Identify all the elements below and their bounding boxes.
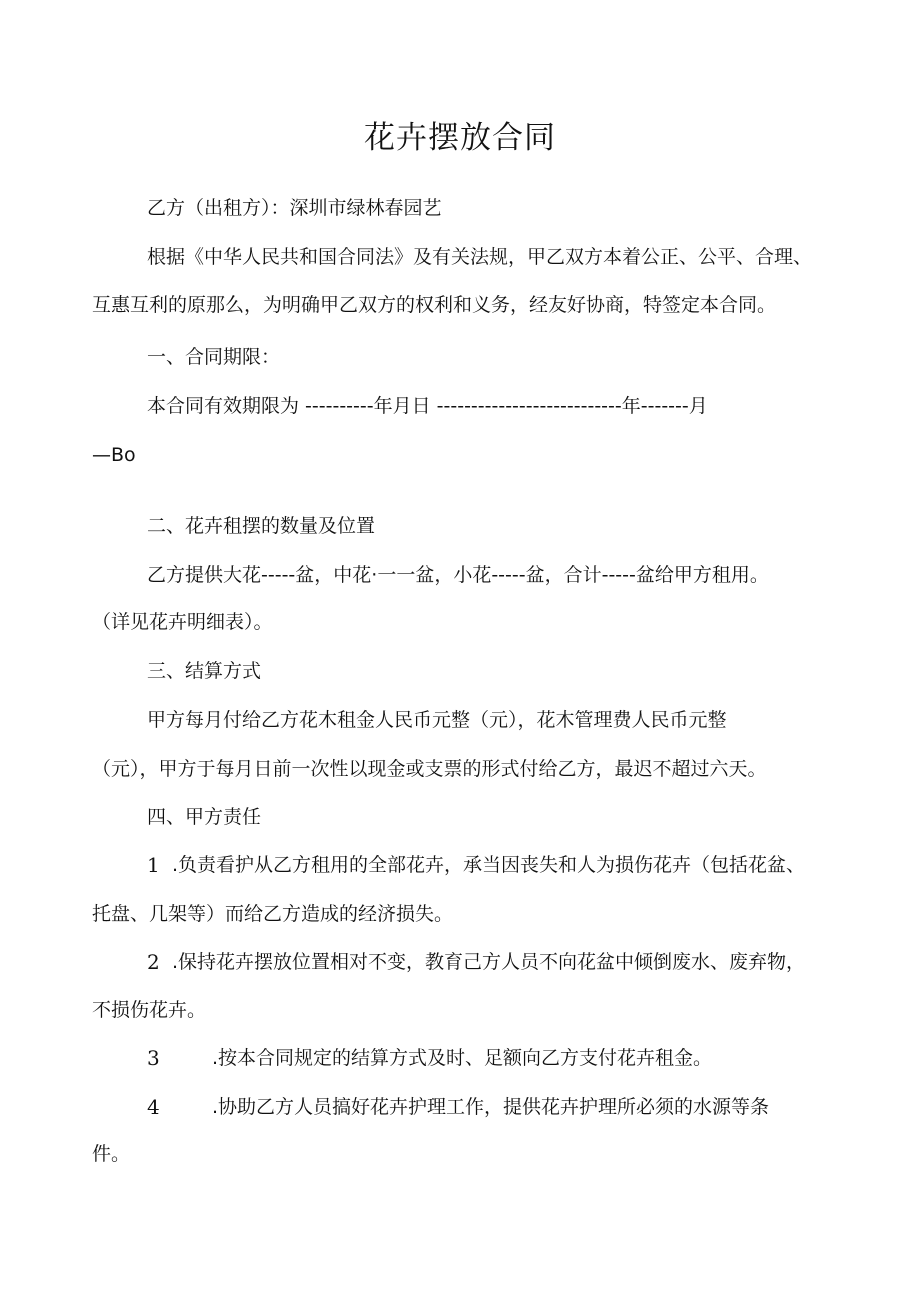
- item-2-line-1: .保持花卉摆放位置相对不变，教育己方人员不向花盆中倾倒废水、废弃物，: [172, 951, 806, 973]
- section1-line-2: —Bo: [92, 444, 136, 466]
- section3-heading: 三、结算方式: [147, 660, 262, 682]
- document-title: 花卉摆放合同: [364, 120, 556, 156]
- intro-line-2: 互惠互利的原那么，为明确甲乙双方的权利和义务，经友好协商，特签定本合同。: [92, 294, 777, 316]
- section3-line-2: （元），甲方于每月日前一次性以现金或支票的形式付给乙方，最迟不超过六天。: [92, 758, 767, 780]
- section2-line-2: （详见花卉明细表）。: [92, 611, 273, 633]
- intro-line-1: 根据《中华人民共和国合同法》及有关法规，甲乙双方本着公正、公平、合理、: [147, 246, 813, 268]
- item-2-line-2: 不损伤花卉。: [92, 999, 207, 1021]
- item-4-number: 4: [147, 1095, 160, 1119]
- item-3-number: 3: [147, 1046, 160, 1070]
- section2-heading: 二、花卉租摆的数量及位置: [147, 515, 376, 537]
- item-3-line-1: .按本合同规定的结算方式及时、足额向乙方支付花卉租金。: [212, 1047, 713, 1069]
- section4-heading: 四、甲方责任: [147, 806, 262, 828]
- section1-line-1: 本合同有效期限为 ----------年月日 ---------------------------年-------月: [147, 395, 708, 417]
- party-b-line: 乙方（出租方）：深圳市绿林春园艺: [147, 197, 442, 219]
- section2-line-1: 乙方提供大花-----盆，中花·一一盆，小花-----盆，合计-----盆给甲方租用。: [147, 564, 769, 586]
- section1-heading: 一、合同期限：: [147, 346, 281, 368]
- section3-line-1: 甲方每月付给乙方花木租金人民币元整（元），花木管理费人民币元整: [147, 709, 727, 731]
- item-1-number: 1: [147, 853, 160, 877]
- item-1-line-2: 托盘、几架等）而给乙方造成的经济损失。: [92, 903, 454, 925]
- item-4-line-2: 件。: [92, 1143, 131, 1165]
- item-4-line-1: .协助乙方人员搞好花卉护理工作，提供花卉护理所必须的水源等条: [212, 1096, 770, 1118]
- item-2-number: 2: [147, 950, 160, 974]
- item-1-line-1: .负责看护从乙方租用的全部花卉，承当因丧失和人为损伤花卉（包括花盆、: [172, 854, 806, 876]
